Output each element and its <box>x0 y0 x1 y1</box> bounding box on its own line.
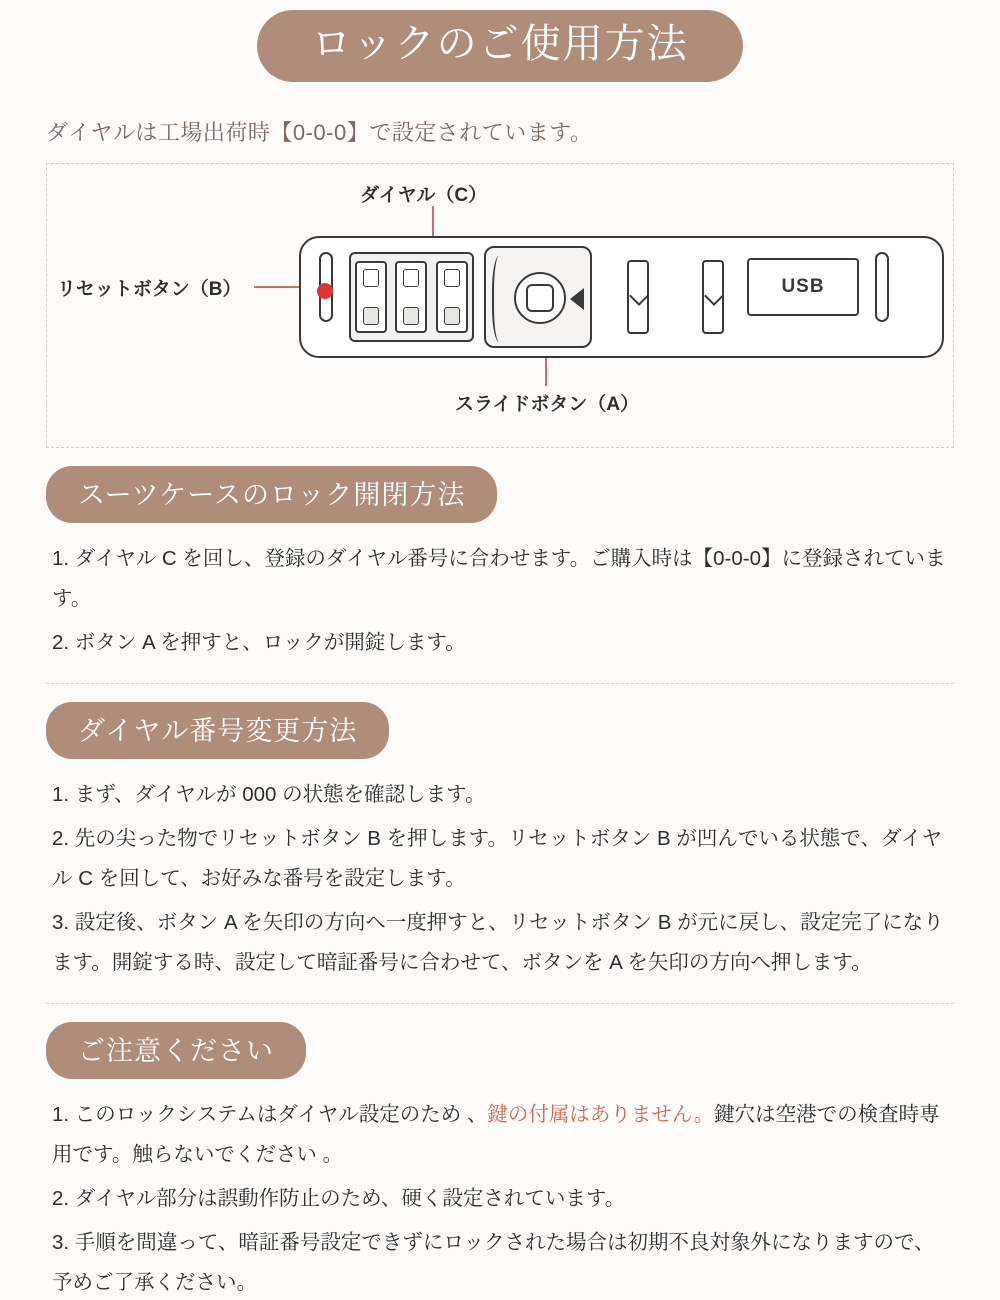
usb-port-label: USB <box>747 258 859 316</box>
section-3-line-1 <box>52 1095 948 1175</box>
section-1-body <box>52 539 948 663</box>
lock-diagram <box>46 163 954 448</box>
section-2-line-2: 2. 先の尖った物でリセットボタン B を押します。リセットボタン B が凹んでいる状態で、ダイヤル C を回して、お好みな番号を設定します。 <box>52 826 943 890</box>
slide-groove-icon <box>492 256 510 342</box>
section-2-heading: ダイヤル番号変更方法 <box>46 702 389 759</box>
zipper-slot-2 <box>702 260 724 334</box>
section-3 <box>0 1022 1000 1300</box>
section-2-line-3: 3. 設定後、ボタン A を矢印の方向へ一度押すと、リセットボタン B が元に戻し、設定完了になります。開錠する時、設定して暗証番号に合わせて、ボタンを A を矢印の方向へ押します。 <box>52 910 944 974</box>
section-2 <box>0 702 1000 983</box>
section-3-line-2: 2. ダイヤル部分は誤動作防止のため、硬く設定されています。 <box>52 1186 626 1210</box>
section-1-line-2: 2. ボタン A を押すと、ロックが開錠します。 <box>52 630 466 654</box>
divider-1 <box>46 683 954 684</box>
section-3-line-3: 3. 手順を間違って、暗証番号設定できずにロックされた場合は初期不良対象外になりますので、予めご了承ください。 <box>52 1230 935 1294</box>
section-1-line-1: 1. ダイヤル C を回し、登録のダイヤル番号に合わせます。ご購入時は【0-0-0】に登録されています。 <box>52 547 946 610</box>
divider-2 <box>46 1003 954 1004</box>
section-1 <box>0 466 1000 663</box>
dial-wheel-3 <box>436 261 468 333</box>
diagram-label-dial: ダイヤル（C） <box>360 185 488 206</box>
slide-direction-arrow-icon <box>570 288 584 310</box>
page-title: ロックのご使用方法 <box>257 10 742 82</box>
lock-end-cap-right <box>875 252 889 322</box>
section-3-line-1-post: 鍵穴は空港での検査時専用です。触らないでください 。 <box>52 1102 940 1166</box>
slide-knob-inner-icon <box>526 284 554 312</box>
dial-wheel-2 <box>395 261 427 333</box>
section-3-line-1-pre: 1. このロックシステムはダイヤル設定のため 、 <box>52 1102 488 1126</box>
section-1-heading: スーツケースのロック開閉方法 <box>46 466 497 523</box>
page-title-container <box>0 0 1000 82</box>
section-2-line-1: 1. まず、ダイヤルが 000 の状態を確認します。 <box>52 782 486 806</box>
dial-wheel-1 <box>355 261 387 333</box>
section-3-line-1-highlight: 鍵の付属はありません。 <box>487 1102 715 1126</box>
section-3-heading: ご注意ください <box>46 1022 306 1079</box>
section-2-body <box>52 775 948 983</box>
slide-button-group <box>484 246 592 348</box>
slide-knob-icon <box>514 272 566 324</box>
diagram-label-slide: スライドボタン（A） <box>455 394 640 415</box>
intro-text: ダイヤルは工場出荷時【0-0-0】で設定されています。 <box>46 120 593 145</box>
section-3-body <box>52 1095 948 1300</box>
dial-wheels-group <box>349 252 474 342</box>
diagram-label-reset: リセットボタン（B） <box>57 279 242 300</box>
zipper-slot-1 <box>627 260 649 334</box>
reset-button-icon <box>317 283 333 299</box>
